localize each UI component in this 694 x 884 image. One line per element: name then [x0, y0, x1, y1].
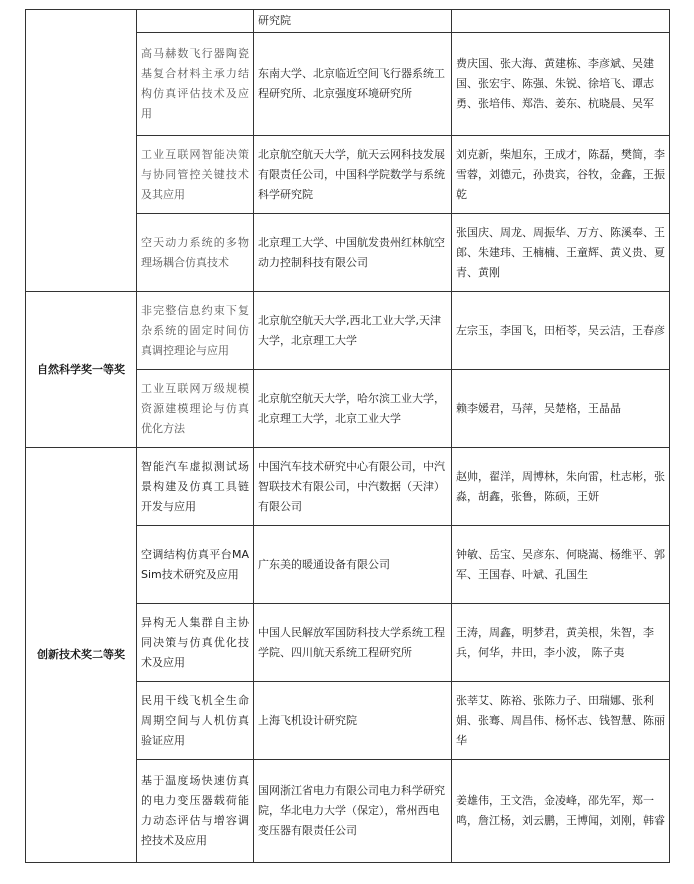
project-name-cell: 异构无人集群自主协同决策与仿真优化技术及应用	[137, 604, 254, 682]
unit-cell: 上海飞机设计研究院	[254, 682, 452, 760]
unit-cell: 北京航空航天大学，哈尔滨工业大学，北京理工大学，北京工业大学	[254, 370, 452, 448]
people-cell	[452, 10, 670, 33]
project-name-cell: 非完整信息约束下复杂系统的固定时间仿真调控理论与应用	[137, 292, 254, 370]
project-name-cell: 工业互联网万级规模资源建模理论与仿真优化方法	[137, 370, 254, 448]
award-category-cell: 自然科学奖一等奖	[26, 292, 137, 448]
unit-cell: 广东美的暖通设备有限公司	[254, 526, 452, 604]
project-name-cell: 民用干线飞机全生命周期空间与人机仿真验证应用	[137, 682, 254, 760]
people-cell: 姜雄伟，王文浩，金凌峰，邵先军，郑一鸣，詹江杨，刘云鹏，王博闻，刘刚，韩睿	[452, 760, 670, 863]
project-name-cell: 高马赫数飞行器陶瓷基复合材料主承力结构仿真评估技术及应用	[137, 33, 254, 136]
people-cell: 钟敏、岳宝、吴彦东、何晓嵩、杨维平、郭军、王国春、叶斌、孔国生	[452, 526, 670, 604]
unit-cell: 中国汽车技术研究中心有限公司，中汽智联技术有限公司，中汽数据（天津）有限公司	[254, 448, 452, 526]
people-cell: 费庆国、张大海、黄建栋、李彦斌、吴建国、张宏宇、陈强、朱锐、徐培飞、谭志勇、张培伟、郑浩、姜东、杭晓晨、吴军	[452, 33, 670, 136]
table-row	[26, 292, 670, 370]
project-name-cell: 工业互联网智能决策与协同管控关键技术及其应用	[137, 136, 254, 214]
people-cell: 张国庆、周龙、周振华、万方、陈溪奉、王郎、朱建玮、王楠楠、王童辉、黄义贵、夏青、黄刚	[452, 214, 670, 292]
award-category-cell	[26, 10, 137, 292]
project-name-cell	[137, 10, 254, 33]
unit-cell: 北京航空航天大学,西北工业大学,天津大学，北京理工大学	[254, 292, 452, 370]
people-cell: 赖李媛君，马萍，吴楚格，王晶晶	[452, 370, 670, 448]
unit-cell: 北京理工大学、中国航发贵州红林航空动力控制科技有限公司	[254, 214, 452, 292]
project-name-cell: 空天动力系统的多物理场耦合仿真技术	[137, 214, 254, 292]
project-name-cell: 空调结构仿真平台MASim技术研究及应用	[137, 526, 254, 604]
unit-cell: 研究院	[254, 10, 452, 33]
unit-cell: 东南大学、北京临近空间飞行器系统工程研究所、北京强度环境研究所	[254, 33, 452, 136]
award-category-cell: 创新技术奖二等奖	[26, 448, 137, 863]
project-name-cell: 基于温度场快速仿真的电力变压器载荷能力动态评估与增容调控技术及应用	[137, 760, 254, 863]
people-cell: 王涛，周鑫，明梦君，黄美根，朱智，李兵，何华，井田，李小波， 陈子夷	[452, 604, 670, 682]
unit-cell: 国网浙江省电力有限公司电力科学研究院，华北电力大学（保定），常州西电变压器有限责任公司	[254, 760, 452, 863]
people-cell: 张莘艾、陈裕、张陈力子、田瑞娜、张利娟、张骞、周昌伟、杨怀志、钱智慧、陈丽华	[452, 682, 670, 760]
award-table	[25, 9, 670, 863]
people-cell: 刘克新，柴旭东，王成才，陈磊，樊简，李雪蓉，刘德元，孙贵宾，谷牧，金鑫，王振乾	[452, 136, 670, 214]
people-cell: 赵帅，翟洋，周博林，朱向雷，杜志彬，张淼，胡鑫，张鲁，陈硕，王妍	[452, 448, 670, 526]
project-name-cell: 智能汽车虚拟测试场景构建及仿真工具链开发与应用	[137, 448, 254, 526]
table-row	[26, 10, 670, 33]
table-row	[26, 448, 670, 526]
unit-cell: 北京航空航天大学，航天云网科技发展有限责任公司，中国科学院数学与系统科学研究院	[254, 136, 452, 214]
unit-cell: 中国人民解放军国防科技大学系统工程学院、四川航天系统工程研究所	[254, 604, 452, 682]
people-cell: 左宗玉，李国飞，田栢苓，吴云洁，王春彦	[452, 292, 670, 370]
